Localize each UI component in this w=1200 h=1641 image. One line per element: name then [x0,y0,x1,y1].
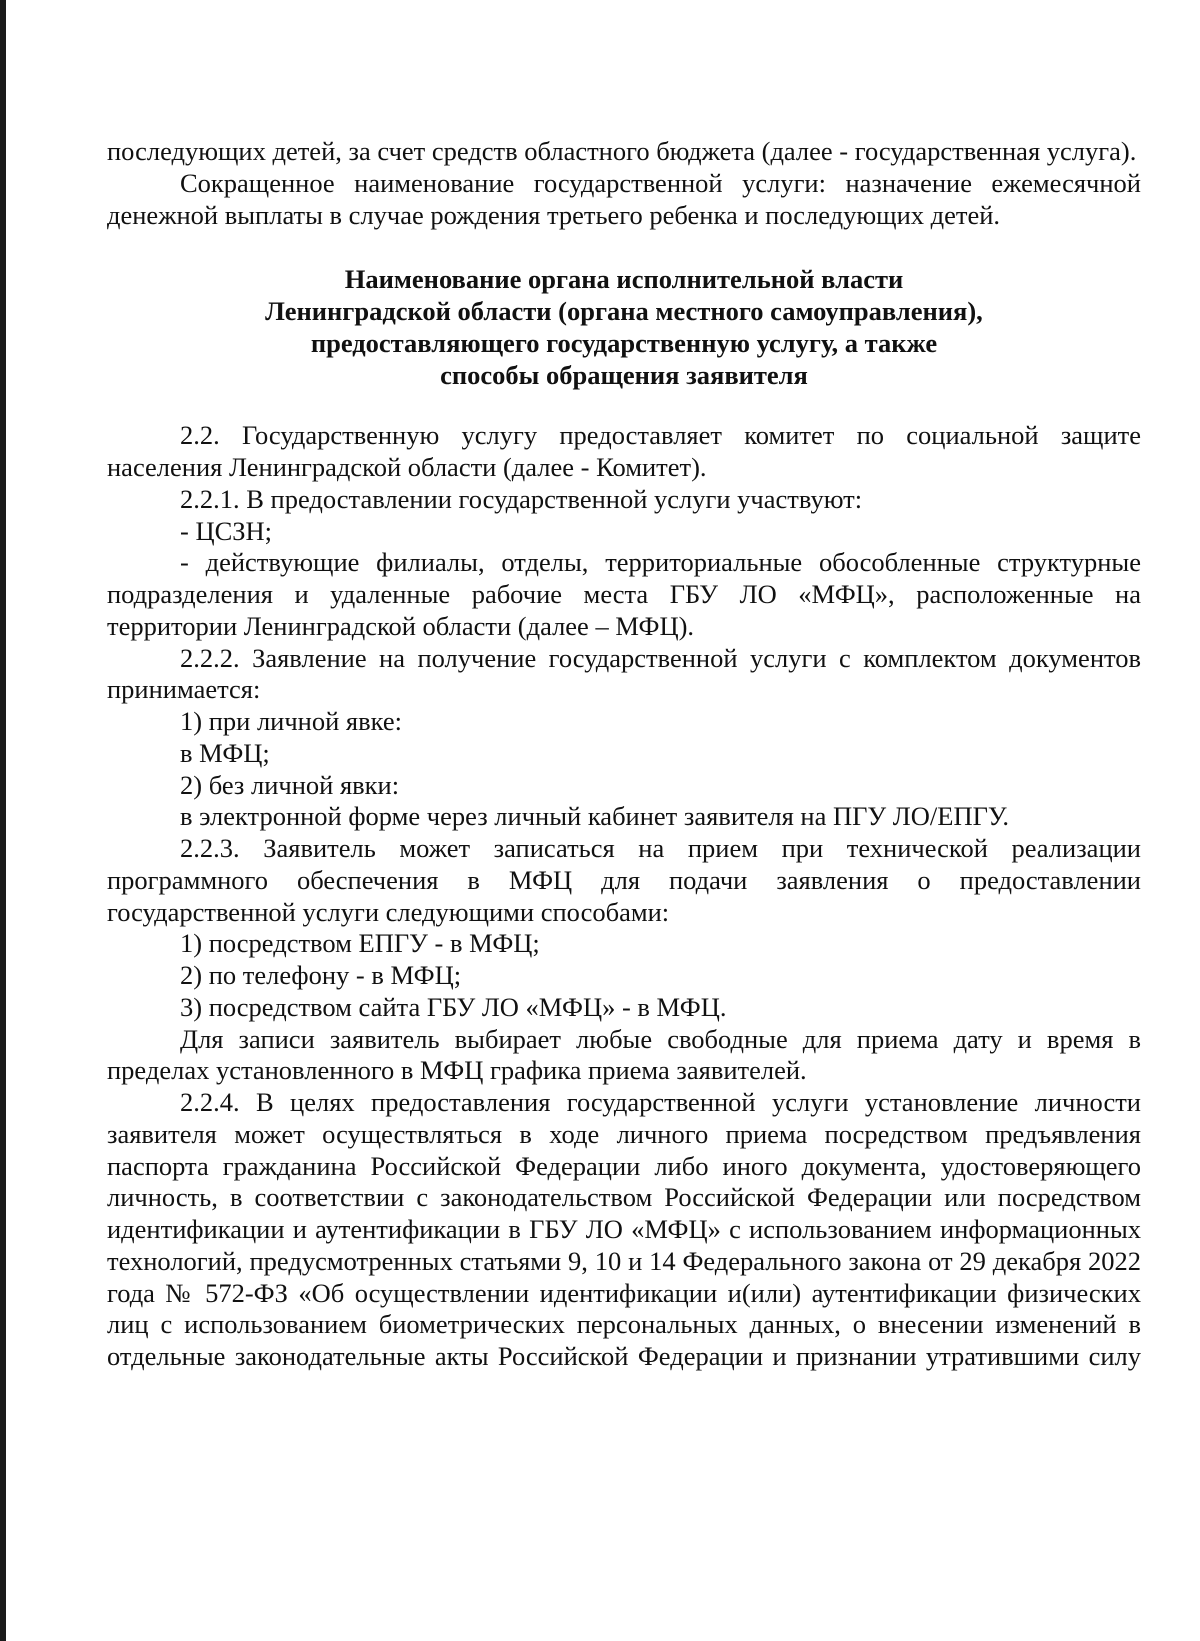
paragraph-short-name: Сокращенное наименование государственной услуги: назначение ежемесячной денежной выплаты в случае рождения третьего ребенка и последующих детей. [107,167,1141,230]
list-item-in-person-mfc: в МФЦ; [180,737,270,768]
paragraph-2-2-2: 2.2.2. Заявление на получение государственной услуги с комплектом документов принимается: [107,642,1141,705]
heading-line-4: способы обращения заявителя [440,359,808,390]
paragraph-intro-continuation: последующих детей, за счет средств областного бюджета (далее - государственная услуга). [107,136,1137,166]
list-item-cszn: - ЦСЗН; [180,515,273,546]
heading-line-3: предоставляющего государственную услугу, а также [310,327,938,358]
list-item-way-1: 1) посредством ЕПГУ - в МФЦ; [180,928,540,959]
heading-line-1: Наименование органа исполнительной власти [344,264,904,295]
document-body [107,136,1141,1373]
list-item-way-2: 2) по телефону - в МФЦ; [180,960,462,990]
paragraph-2-2-3: 2.2.3. Заявитель может записаться на прием при технической реализации программного обеспечения в МФЦ для подачи заявления о предоставлении государственной услуги следующими способами: [107,833,1141,927]
spacer [107,391,1141,420]
paragraph-2-2-1: 2.2.1. В предоставлении государственной услуги участвуют: [180,483,863,514]
heading-line-2: Ленинградской области (органа местного самоуправления), [265,296,983,326]
section-heading [107,264,1141,391]
list-item-remote: 2) без личной явки: [180,769,400,800]
scan-edge-shadow [0,0,6,1641]
list-item-mfc: - действующие филиалы, отделы, территориальные обособленные структурные подразделения и удаленные рабочие места ГБУ ЛО «МФЦ», расположенные на территории Ленинградской области (далее – МФЦ). [107,547,1141,641]
list-item-way-3: 3) посредством сайта ГБУ ЛО «МФЦ» - в МФЦ. [180,991,727,1022]
list-item-in-person: 1) при личной явке: [180,706,402,736]
paragraph-2-2-4: 2.2.4. В целях предоставления государственной услуги установление личности заявителя может осуществляться в ходе личного приема посредством предъявления паспорта гражданина Российской Федерации либо иного документа, удостоверяющего личность, в соответствии с законодательством Российской Федерации или посредством идентификации и аутентификации в ГБУ ЛО «МФЦ» с использованием информационных технологий, предусмотренных статьями 9, 10 и 14 Федерального закона от 29 декабря 2022 года № 572-ФЗ «Об осуществлении идентификации и(или) аутентификации физических лиц с использованием биометрических персональных данных, о внесении изменений в отдельные законодательные акты Российской Федерации и признании утратившими силу [107,1087,1141,1371]
paragraph-2-2: 2.2. Государственную услугу предоставляет комитет по социальной защите населения Ленинградской области (далее - Комитет). [107,420,1141,482]
paragraph-record: Для записи заявитель выбирает любые свободные для приема дату и время в пределах установленного в МФЦ графика приема заявителей. [107,1023,1141,1086]
list-item-remote-epgu: в электронной форме через личный кабинет заявителя на ПГУ ЛО/ЕПГУ. [180,801,1009,832]
spacer [107,231,1141,264]
